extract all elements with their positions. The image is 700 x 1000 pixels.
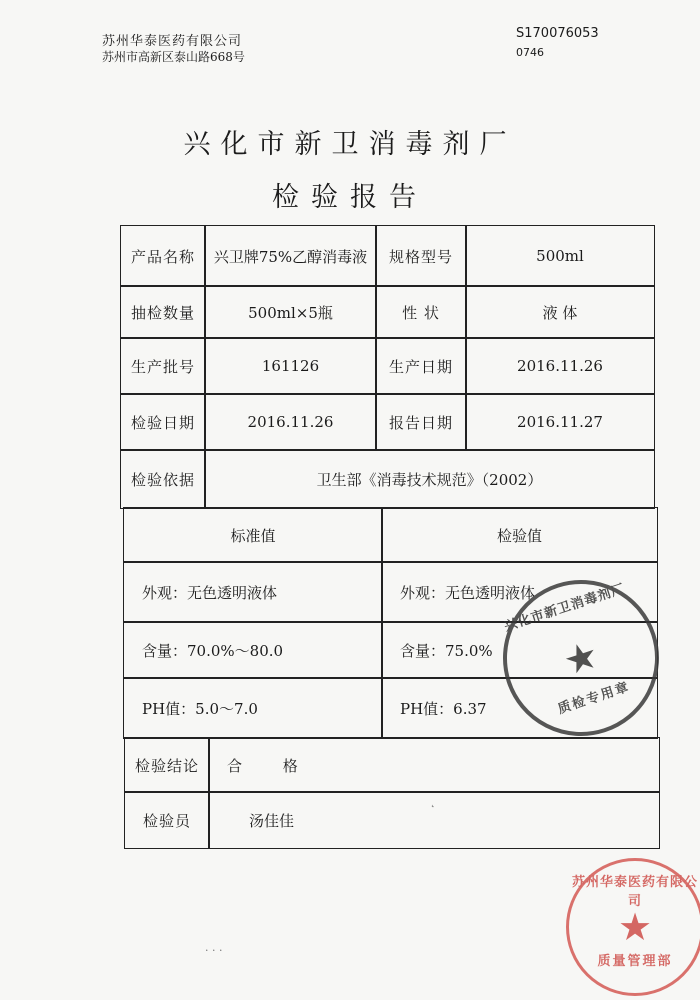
table-row-ph-result: PH值：6.37 bbox=[381, 677, 658, 739]
table-row-appearance-standard: 外观：无色透明液体 bbox=[123, 561, 383, 623]
spec-value: 500ml bbox=[465, 225, 655, 287]
basis-value: 卫生部《消毒技术规范》（2002） bbox=[204, 449, 655, 509]
stamp-inner-text: 质量管理部 bbox=[597, 954, 673, 969]
company-address: 苏州市高新区泰山路668号 bbox=[102, 50, 245, 64]
production-date-value: 2016.11.26 bbox=[465, 337, 655, 395]
property-value: 液 体 bbox=[465, 285, 655, 339]
scan-speck: · · · bbox=[205, 944, 223, 957]
basis-label: 检验依据 bbox=[120, 449, 206, 509]
document-subcode: 0746 bbox=[516, 46, 544, 59]
company-seal-stamp bbox=[566, 858, 700, 996]
batch-value: 161126 bbox=[204, 337, 377, 395]
sample-qty-value: 500ml×5瓶 bbox=[204, 285, 377, 339]
production-date-label: 生产日期 bbox=[375, 337, 467, 395]
sample-qty-label: 抽检数量 bbox=[120, 285, 206, 339]
report-date-label: 报告日期 bbox=[375, 393, 467, 451]
test-date-value: 2016.11.26 bbox=[204, 393, 377, 451]
inspector-label: 检验员 bbox=[124, 791, 210, 849]
document-code: S170076053 bbox=[516, 26, 599, 41]
stamp-ring-text: 兴化市新卫消毒剂厂 bbox=[502, 581, 628, 635]
report-date-value: 2016.11.27 bbox=[465, 393, 655, 451]
property-label: 性 状 bbox=[375, 285, 467, 339]
stamp-ring-text: 苏州华泰医药有限公司 bbox=[571, 875, 698, 909]
conclusion-label: 检验结论 bbox=[124, 737, 210, 793]
product-name-label: 产品名称 bbox=[120, 225, 206, 287]
company-name: 苏州华泰医药有限公司 bbox=[102, 34, 243, 49]
test-date-label: 检验日期 bbox=[120, 393, 206, 451]
table-row-ph-standard: PH值：5.0～7.0 bbox=[123, 677, 383, 739]
star-icon: ★ bbox=[557, 631, 604, 685]
stamp-inner-text: 质检专用章 bbox=[556, 679, 633, 718]
scan-speck: ˛ bbox=[430, 795, 436, 808]
spec-label: 规格型号 bbox=[375, 225, 467, 287]
star-icon: ★ bbox=[617, 905, 653, 949]
product-name-value: 兴卫牌75%乙醇消毒液 bbox=[204, 225, 377, 287]
conclusion-value: 合 格 bbox=[208, 737, 660, 793]
inspector-value: 汤佳佳 bbox=[208, 791, 660, 849]
table-row-content-result: 含量：75.0% bbox=[381, 621, 658, 679]
factory-title: 兴化市新卫消毒剂厂 bbox=[183, 129, 517, 160]
standard-value-header: 标准值 bbox=[123, 507, 383, 563]
batch-label: 生产批号 bbox=[120, 337, 206, 395]
test-value-header: 检验值 bbox=[381, 507, 658, 563]
table-row-content-standard: 含量：70.0%～80.0 bbox=[123, 621, 383, 679]
report-title: 检验报告 bbox=[272, 182, 428, 213]
table-row-appearance-result: 外观：无色透明液体 bbox=[381, 561, 658, 623]
